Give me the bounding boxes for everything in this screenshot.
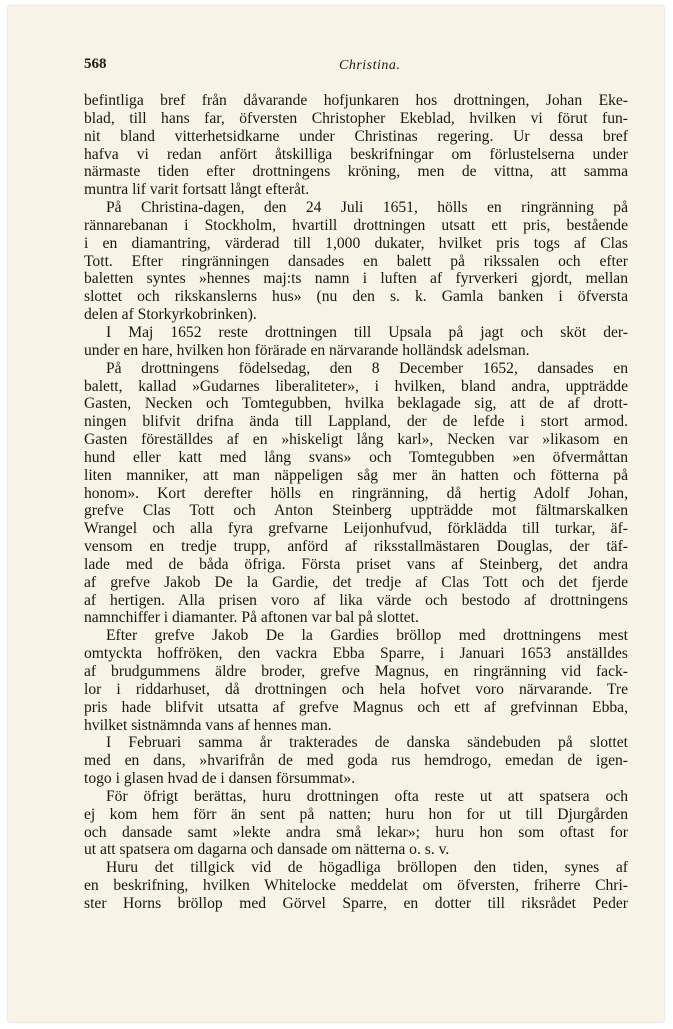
- text-line: För öfrigt berättas, huru drottningen ofta reste ut att spatsera och: [106, 787, 628, 805]
- body-text: [84, 92, 628, 913]
- text-line: under en hare, hvilken hon förärade en närvarande holländsk adelsman.: [84, 341, 530, 359]
- paragraph-2: [84, 199, 628, 324]
- text-line: pris hade blifvit utsatta af grefve Magnus och ett af grefvinnan Ebba,: [84, 698, 628, 716]
- text-line: namnchiffer i diamanter. På aftonen var bal på slottet.: [84, 609, 419, 627]
- page-number: 568: [84, 56, 107, 72]
- text-line: rännarebanan i Stockholm, hvartill drottningen utsatt ett pris, bestående: [84, 216, 628, 234]
- text-line: lor i riddarhuset, då drottningen och hela hofvet voro närvarande. Tre: [84, 680, 628, 698]
- text-line: På drottningens födelsedag, den 8 December 1652, dansades en: [106, 359, 628, 377]
- text-line: I Februari samma år trakterades de danska sändebuden på slottet: [106, 734, 628, 752]
- text-line: delen af Storkyrkobrinken).: [84, 306, 257, 324]
- text-line: honom». Kort derefter hölls en ringränning, då hertig Adolf Johan,: [84, 484, 628, 502]
- text-line: I Maj 1652 reste drottningen till Upsala på jagt och sköt der-: [106, 323, 628, 341]
- text-line: liten manniker, att man näppeligen såg mer än hatten och fötterna på: [84, 466, 628, 484]
- text-line: hund eller katt med lång svans» och Tomtegubben »en öfvermåttan: [84, 448, 628, 466]
- text-line: slottet och rikskanslerns hus» (nu den s. k. Gamla banken i öfversta: [84, 288, 628, 306]
- text-line: nit bland vitterhetsidkarne under Christinas regering. Ur dessa bref: [84, 127, 628, 145]
- text-line: af grefve Jakob De la Gardie, det tredje af Clas Tott och det fjerde: [84, 573, 628, 591]
- text-line: ningen blifvit drifna ända till Lappland, der de lefde i stort armod.: [84, 413, 628, 431]
- text-line: med en dans, »hvarifrån de med goda rus hemdrogo, emedan de igen-: [84, 752, 628, 770]
- text-line: Wrangel och alla fyra grefvarne Leijonhufvud, förklädda till turkar, äf-: [84, 520, 628, 538]
- text-line: vensom en tredje trupp, anförd af riksstallmästaren Douglas, der täf-: [84, 538, 628, 556]
- text-line: balett, kallad »Gudarnes liberaliteter», i hvilken, bland andra, uppträdde: [84, 377, 628, 395]
- paragraph-5: [84, 627, 628, 734]
- text-line: omtyckta hoffröken, den vackra Ebba Sparre, i Januari 1653 anställdes: [84, 645, 628, 663]
- paragraph-8: [84, 859, 628, 913]
- text-line: af hertigen. Alla prisen voro af lika värde och bestodo af drottningens: [84, 591, 628, 609]
- text-line: baletten syntes »hennes maj:ts namn i luften af fyrverkeri gjordt, mellan: [84, 270, 628, 288]
- text-line: Gasten föreställdes af en »hiskeligt lång karl», Necken var »likasom en: [84, 431, 628, 449]
- text-line: och dansade samt »lekte andra små lekar»; huru hon som oftast for: [84, 823, 628, 841]
- text-line: muntra lif varit fortsatt långt efteråt.: [84, 181, 310, 199]
- paragraph-1: [84, 92, 628, 199]
- text-line: hvilket sistnämnda vans af hennes man.: [84, 716, 332, 734]
- paragraph-4: [84, 360, 628, 628]
- text-line: blad, till hans far, öfversten Christopher Ekeblad, hvilken vi förut fun-: [84, 109, 628, 127]
- text-line: ut att spatsera om dagarna och dansade om nätterna o. s. v.: [84, 841, 450, 859]
- text-line: af brudgummens äldre broder, grefve Magnus, en ringränning vid fack-: [84, 663, 628, 680]
- paragraph-3: [84, 324, 628, 360]
- page-header: [84, 56, 632, 78]
- text-line: ej kom hem förr än sent på natten; huru hon for ut till Djurgården: [84, 805, 628, 823]
- text-line: Tott. Efter ringränningen dansades en balett på rikssalen och efter: [84, 252, 628, 270]
- text-line: hafva vi redan anfört åtskilliga beskrifningar om förlustelserna under: [84, 145, 628, 163]
- text-line: På Christina-dagen, den 24 Juli 1651, hölls en ringränning på: [106, 199, 628, 217]
- running-title: Christina.: [339, 58, 401, 73]
- text-line: närmaste tiden efter drottningens kröning, men de vittna, att samma: [84, 163, 628, 181]
- text-line: en beskrifning, hvilken Whitelocke meddelat om öfversten, friherre Chri-: [84, 877, 628, 895]
- paragraph-6: [84, 734, 628, 788]
- text-line: lade med de båda öfriga. Första priset vans af Steinberg, det andra: [84, 555, 628, 573]
- text-line: grefve Clas Tott och Anton Steinberg uppträdde mot fältmarskalken: [84, 502, 628, 520]
- text-line: Gasten, Necken och Tomtegubben, hvilka beklagade sig, att de af drott-: [84, 395, 628, 413]
- text-line: Efter grefve Jakob De la Gardies bröllop med drottningens mest: [106, 627, 628, 645]
- text-line: togo i glasen hvad de i dansen försummat».: [84, 770, 356, 788]
- text-line: befintliga bref från dåvarande hofjunkaren hos drottningen, Johan Eke-: [84, 92, 628, 109]
- text-line: ster Horns bröllop med Görvel Sparre, en dotter till riksrådet Peder: [84, 894, 628, 912]
- paragraph-7: [84, 788, 628, 859]
- text-line: i en diamantring, värderad till 1,000 dukater, hvilket pris togs af Clas: [84, 234, 628, 252]
- book-page: [8, 6, 664, 1022]
- text-line: Huru det tillgick vid de högadliga bröllopen den tiden, synes af: [106, 859, 628, 877]
